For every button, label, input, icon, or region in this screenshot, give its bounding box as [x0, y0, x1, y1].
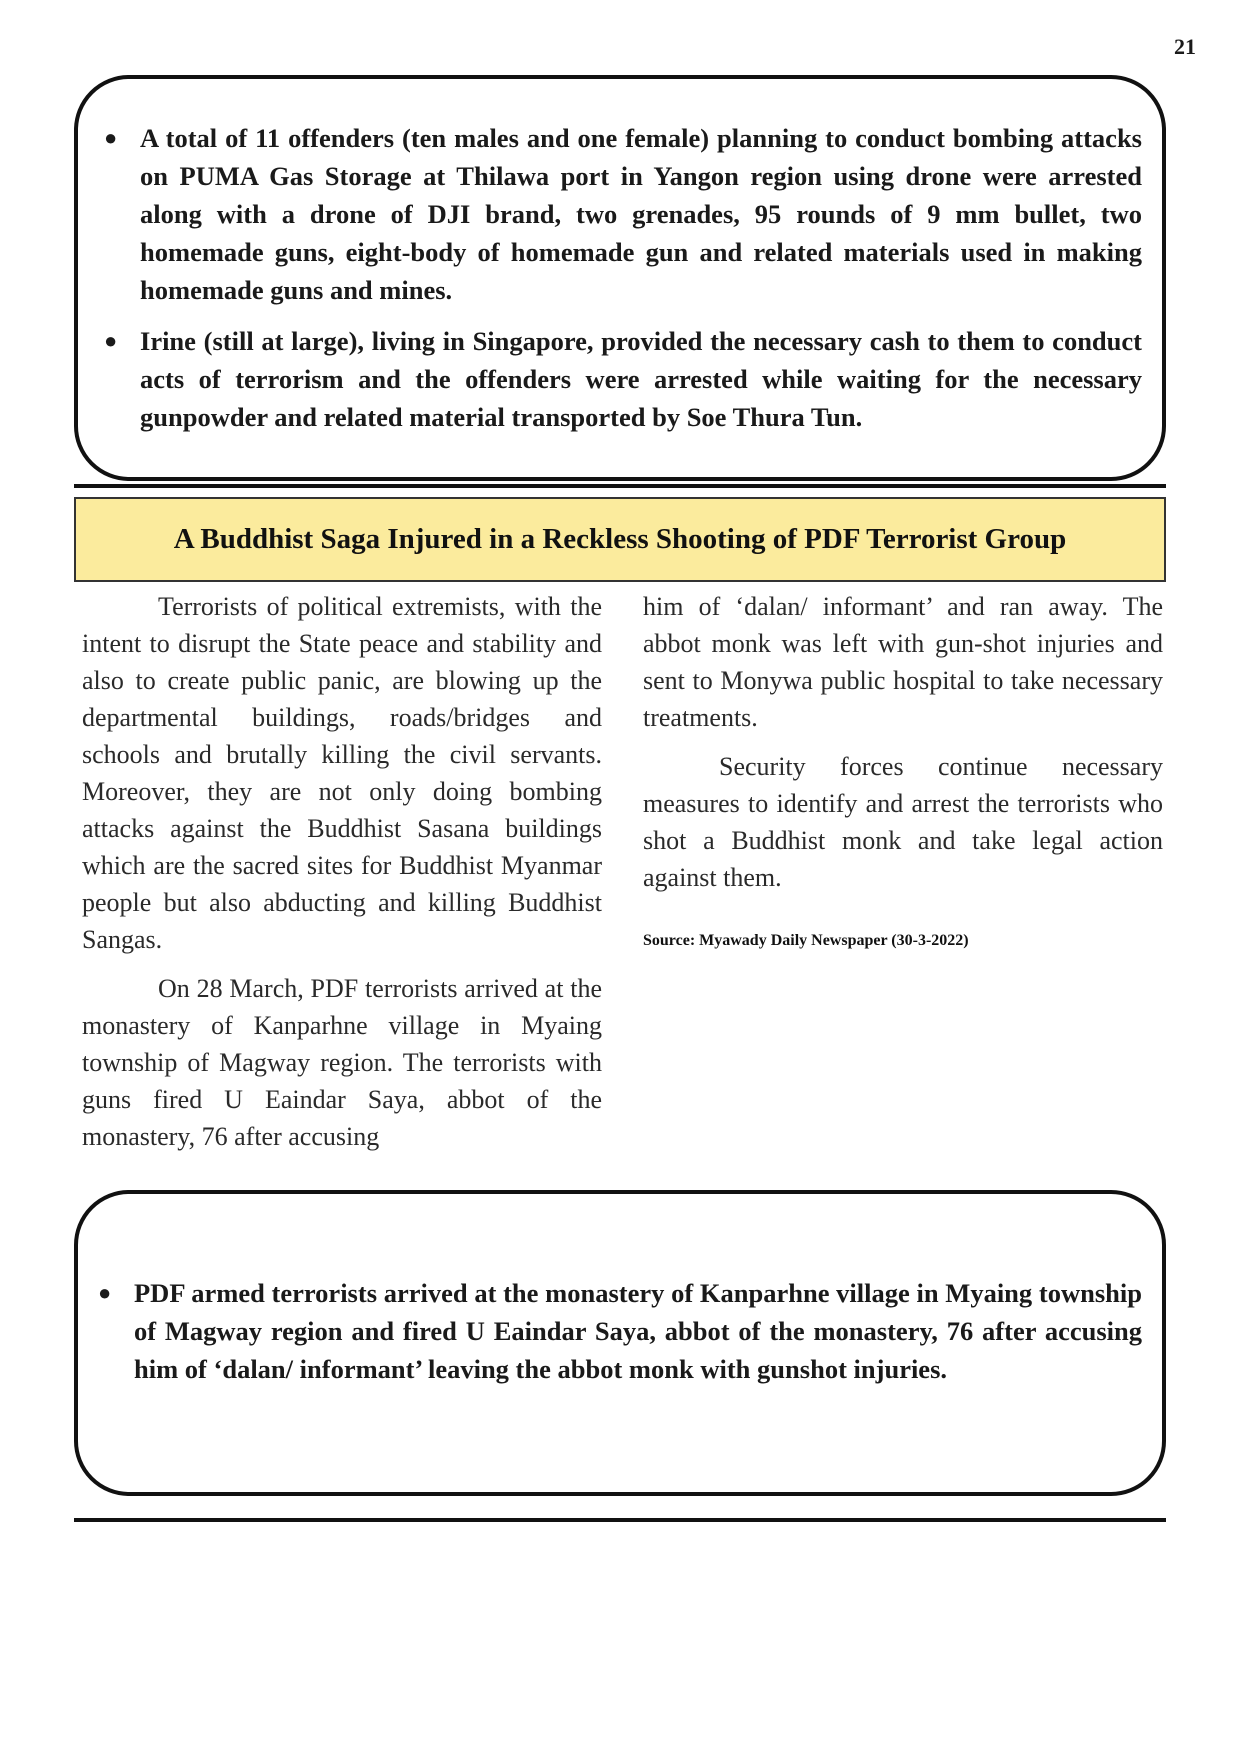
bullet-icon: ●	[104, 328, 118, 353]
article-paragraph: On 28 March, PDF terrorists arrived at the monastery of Kanparhne village in Myaing township of Magway region. The terrorists with guns fired U Eaindar Saya, abbot of the monastery, 76 after accusing	[82, 974, 602, 1151]
bullet-text: PDF armed terrorists arrived at the monastery of Kanparhne village in Myaing township of Magway region and fired U Eaindar Saya, abbot of the monastery, 76 after accusing him of ‘dalan/ informant’ leaving the abbot monk with gunshot injuries.	[134, 1278, 1142, 1384]
article-paragraph: him of ‘dalan/ informant’ and ran away. The abbot monk was left with gun-shot injuries and sent to Monywa public hospital to take necessary treatments.	[643, 592, 1163, 732]
bullet-item	[94, 1274, 1142, 1388]
summary-box-bottom	[74, 1190, 1166, 1496]
bullet-item	[100, 119, 1142, 309]
bullet-item	[100, 322, 1142, 436]
article-paragraph: Terrorists of political extremists, with the intent to disrupt the State peace and stability and also to create public panic, are blowing up the departmental buildings, roads/bridges and schools and brutally killing the civil servants. Moreover, they are not only doing bombing attacks against the Buddhist Sasana buildings which are the sacred sites for Buddhist Myanmar people but also abducting and killing Buddhist Sangas.	[82, 592, 602, 954]
divider-rule	[74, 484, 1166, 488]
page-number: 21	[1174, 34, 1196, 59]
bullet-text: A total of 11 offenders (ten males and one female) planning to conduct bombing attacks on PUMA Gas Storage at Thilawa port in Yangon region using drone were arrested along with a drone of DJI brand, two grenades, 95 rounds of 9 mm bullet, two homemade guns, eight-body of homemade gun and related materials used in making homemade guns and mines.	[140, 123, 1142, 305]
bullet-list	[100, 119, 1142, 436]
article-headline: A Buddhist Saga Injured in a Reckless Shooting of PDF Terrorist Group	[173, 523, 1067, 555]
article-column-left	[82, 588, 602, 1167]
headline-banner	[74, 497, 1166, 582]
article-column-right	[643, 588, 1163, 971]
bullet-icon: ●	[98, 1280, 112, 1305]
article-source: Source: Myawady Daily Newspaper (30-3-2022)	[643, 932, 969, 949]
bullet-list	[94, 1274, 1142, 1388]
bullet-icon: ●	[104, 125, 118, 150]
bullet-text: Irine (still at large), living in Singapore, provided the necessary cash to them to conduct acts of terrorism and the offenders were arrested while waiting for the necessary gunpowder and related material transported by Soe Thura Tun.	[140, 326, 1142, 432]
article-paragraph: Security forces continue necessary measures to identify and arrest the terrorists who shot a Buddhist monk and take legal action against them.	[643, 752, 1163, 892]
divider-rule	[74, 1518, 1166, 1522]
summary-box-top	[74, 75, 1166, 481]
